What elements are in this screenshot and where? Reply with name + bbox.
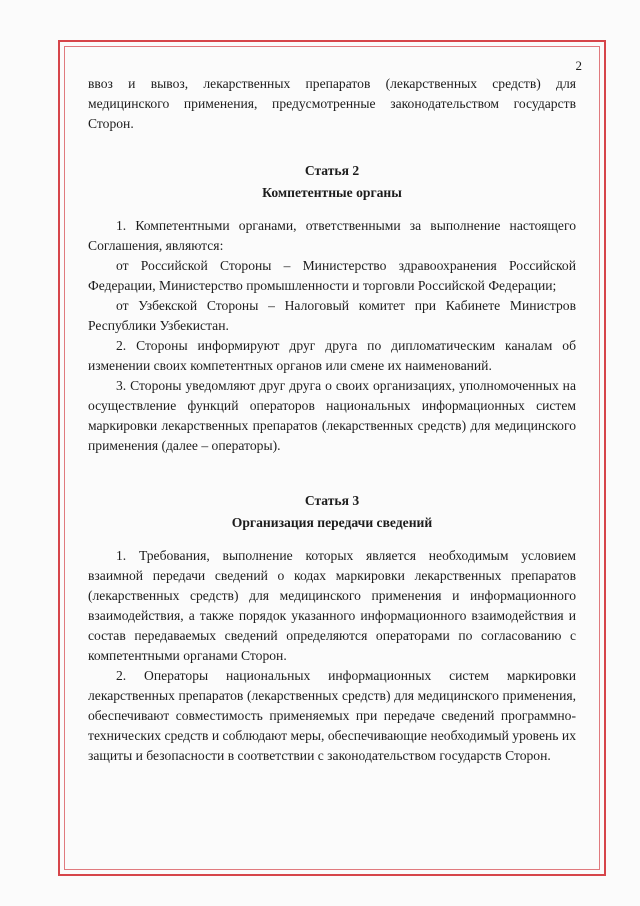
article-3-title: Организация передачи сведений: [231, 515, 433, 530]
article-2: [88, 160, 576, 456]
article-2-paragraph-1: 1. Компетентными органами, ответственными за выполнение настоящего Соглашения, являются:: [88, 218, 576, 253]
article-2-title: Компетентные органы: [262, 185, 402, 200]
article-3-number: Статья 3: [304, 493, 360, 508]
article-3-paragraph-1: 1. Требования, выполнение которых является необходимым условием взаимной передачи сведений о кодах маркировки лекарственных препаратов (лекарственных средств) для медицинского применения и информационного взаимодействия, а также порядок указанного информационного взаимодействия и состав передаваемых сведений определяются операторами по согласованию с компетентными органами Сторон.: [88, 548, 576, 663]
document-body: [88, 74, 576, 766]
article-2-paragraph-uzbekistan: от Узбекской Стороны – Налоговый комитет при Кабинете Министров Республики Узбекистан.: [88, 298, 576, 333]
article-2-paragraph-3: 3. Стороны уведомляют друг друга о своих организациях, уполномоченных на осуществление функций операторов национальных информационных систем маркировки лекарственных препаратов (лекарственных средств) для медицинского применения (далее – операторы).: [88, 378, 576, 453]
intro-paragraph: ввоз и вывоз, лекарственных препаратов (лекарственных средств) для медицинского применения, предусмотренные законодательством государств Сторон.: [88, 76, 576, 131]
article-3: [88, 490, 576, 766]
article-3-paragraph-2: 2. Операторы национальных информационных систем маркировки лекарственных препаратов (лекарственных средств) для медицинского применения, обеспечивают совместимость применяемых при передаче сведений программно-технических средств и соблюдают меры, обеспечивающие необходимый уровень их защиты и безопасности в соответствии с законодательством государств Сторон.: [88, 668, 576, 763]
page-number: 2: [575, 58, 582, 73]
article-2-number: Статья 2: [304, 163, 360, 178]
article-2-paragraph-russia: от Российской Стороны – Министерство здравоохранения Российской Федерации, Министерство промышленности и торговли Российской Федерации;: [88, 258, 576, 293]
article-2-paragraph-2: 2. Стороны информируют друг друга по дипломатическим каналам об изменении своих компетентных органов или смене их наименований.: [88, 338, 576, 373]
